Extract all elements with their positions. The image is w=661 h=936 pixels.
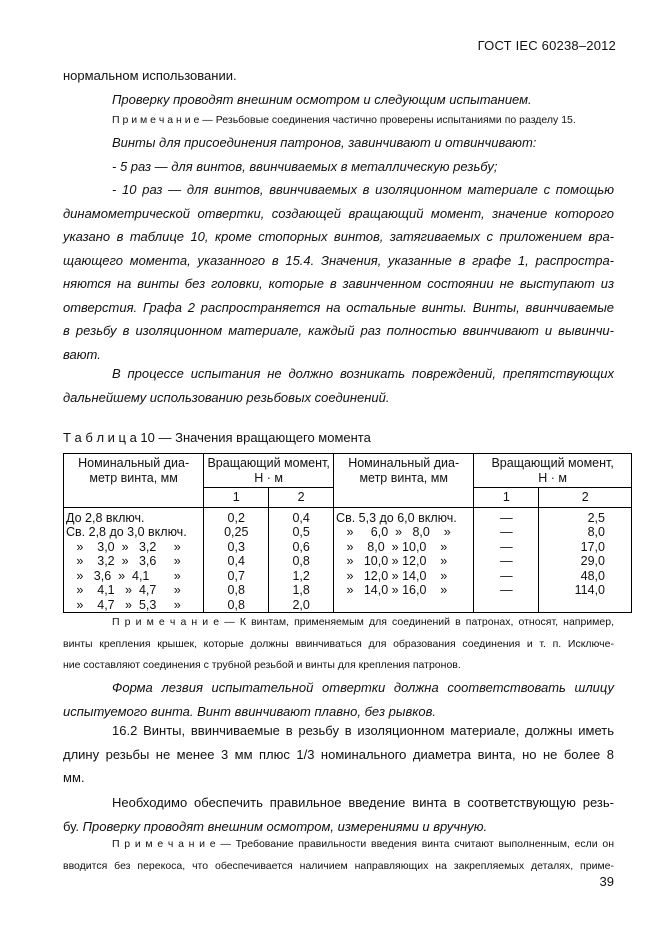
cell-torque-1-right: — (474, 507, 539, 525)
blade-line: Форма лезвия испытательной отвертки должна соответствовать шлицу (112, 680, 614, 695)
table-row (64, 598, 632, 613)
p162-line: мм. (63, 770, 85, 785)
paragraph-ensure (63, 791, 614, 838)
note-2-line (63, 612, 614, 634)
cell-torque-2-right: 2,5 (539, 507, 632, 525)
dash-2-line: вают. (63, 346, 101, 362)
note-1-text: — Резьбовые соединения частично проверены испытаниями по разделу 15. (199, 114, 576, 126)
cell-torque-2-right (539, 598, 632, 613)
cell-torque-2: 1,8 (269, 583, 334, 598)
ensure-plain: бу. (63, 818, 83, 834)
blade-line: испытуемого винта. Винт ввинчивают плавно, без рывков. (63, 703, 436, 719)
dash-2-line: указано в таблице 10, кроме стопорных винтов, затягиваемых с приложением вра- (63, 229, 614, 244)
cell-torque-2: 1,2 (269, 569, 334, 584)
note-1 (63, 110, 614, 132)
subcol-1: 1 (204, 488, 269, 508)
cell-torque-1: 0,2 (204, 507, 269, 525)
cell-torque-1-right: — (474, 583, 539, 598)
col-header-torque: Вращающий момент, Н · м (204, 454, 334, 488)
note-3-line (63, 834, 614, 856)
note-2-line: винты крепления крышек, которые должны ввинчиваться для образования соединения и т. п. Исключе- (63, 637, 614, 650)
note-2-text: — К винтам, применяемым для соединений в патронах, относят, например, (219, 616, 614, 628)
paragraph-screws: Винты для присоединения патронов, завинчивают и отвинчивают: (112, 135, 537, 150)
cell-torque-1: 0,8 (204, 598, 269, 613)
damage-line: дальнейшему использованию резьбовых соединений. (63, 389, 390, 405)
col-header-diameter-2: Номинальный диа- метр винта, мм (334, 454, 474, 508)
ensure-italic: Проверку проводят внешним осмотром, измерениями и вручную. (82, 818, 488, 834)
note-2-line: ние составляют соединения с трубной резьбой и винты для крепления патронов. (63, 659, 461, 671)
cell-torque-1-right: — (474, 540, 539, 555)
cell-torque-1-right (474, 598, 539, 613)
cell-diameter-right: » 14,0 » 16,0 » (334, 583, 474, 598)
cell-torque-1: 0,3 (204, 540, 269, 555)
paragraph-dash-1: - 5 раз — для винтов, ввинчиваемых в металлическую резьбу; (112, 159, 498, 174)
cell-torque-2: 0,6 (269, 540, 334, 555)
cell-torque-2: 0,4 (269, 507, 334, 525)
dash-2-line: - 10 раз — для винтов, ввинчиваемых в изоляционном материале с помощью (112, 182, 614, 197)
table-row (64, 525, 632, 540)
cell-diameter: До 2,8 включ. (64, 507, 204, 525)
p162-line: 16.2 Винты, ввинчиваемые в резьбу в изоляционном материале, должны иметь (112, 723, 614, 738)
cell-diameter-right: » 8,0 » 10,0 » (334, 540, 474, 555)
note-3 (63, 834, 614, 877)
subcol-1-right: 1 (474, 488, 539, 508)
cell-diameter-right: » 6,0 » 8,0 » (334, 525, 474, 540)
standard-header: ГОСТ IEC 60238–2012 (477, 38, 616, 53)
dash-2-line: няются на винты без головки, которые в завинченном состоянии не выступают из (63, 276, 614, 291)
p162-line: длину резьбы не менее 3 мм плюс 1/3 номинального диаметра винта, но не более 8 (63, 746, 614, 762)
table-row (64, 554, 632, 569)
note-3-line: вводится без перекоса, что обеспечивается наличием направляющих на закрепляемых деталях, приме- (63, 859, 614, 872)
cell-torque-2-right: 8,0 (539, 525, 632, 540)
cell-diameter-right: » 10,0 » 12,0 » (334, 554, 474, 569)
cell-torque-2: 0,5 (269, 525, 334, 540)
cell-diameter: » 3,6 » 4,1 » (64, 569, 204, 584)
cell-torque-2-right: 114,0 (539, 583, 632, 598)
cell-torque-2: 0,8 (269, 554, 334, 569)
cell-torque-1: 0,4 (204, 554, 269, 569)
cell-torque-2: 2,0 (269, 598, 334, 613)
cell-diameter: » 4,7 » 5,3 » (64, 598, 204, 613)
cell-torque-1-right: — (474, 554, 539, 569)
col-header-torque-2: Вращающий момент, Н · м (474, 454, 632, 488)
note-2 (63, 612, 614, 677)
note-1-label: П р и м е ч а н и е (112, 114, 200, 126)
cell-torque-2-right: 48,0 (539, 569, 632, 584)
cell-diameter: » 3,2 » 3,6 » (64, 554, 204, 569)
table-row (64, 507, 632, 525)
dash-2-line: щающего момента, указанного в 15.4. Значения, указанные в графе 1, распростра- (63, 252, 614, 268)
torque-table (63, 453, 632, 613)
damage-line: В процессе испытания не должно возникать повреждений, препятствующих (112, 366, 614, 381)
cell-diameter-right (334, 598, 474, 613)
col-header-diameter: Номинальный диа- метр винта, мм (64, 454, 204, 508)
table-caption: Т а б л и ц а 10 — Значения вращающего момента (63, 430, 371, 445)
cell-diameter: Св. 2,8 до 3,0 включ. (64, 525, 204, 540)
cell-diameter: » 3,0 » 3,2 » (64, 540, 204, 555)
dash-2-line: в резьбу в изоляционном материале, каждый раз полностью ввинчивают и вывинчи- (63, 323, 614, 338)
dash-2-line: динамометрической отвертки, создающей вращающий момент, значение которого (63, 205, 614, 221)
table-row (64, 540, 632, 555)
paragraph-continuation: нормальном использовании. (63, 68, 237, 83)
cell-diameter-right: Св. 5,3 до 6,0 включ. (334, 507, 474, 525)
paragraph-16-2 (63, 719, 614, 790)
subcol-2: 2 (269, 488, 334, 508)
note-2-label: П р и м е ч а н и е (112, 616, 220, 628)
cell-diameter-right: » 12,0 » 14,0 » (334, 569, 474, 584)
cell-torque-1: 0,8 (204, 583, 269, 598)
dash-2-line: отверстия. Графа 2 распространяется на остальные винты. Винты, ввинчиваемые (63, 299, 614, 315)
cell-torque-1-right: — (474, 569, 539, 584)
paragraph-blade (63, 676, 614, 723)
table-row (64, 569, 632, 584)
paragraph-check-method: Проверку проводят внешним осмотром и следующим испытанием. (112, 92, 532, 107)
page-number: 39 (599, 874, 614, 889)
cell-torque-1: 0,7 (204, 569, 269, 584)
cell-torque-2-right: 29,0 (539, 554, 632, 569)
cell-torque-1-right: — (474, 525, 539, 540)
note-3-label: П р и м е ч а н и е (112, 838, 216, 850)
paragraph-damage (63, 362, 614, 409)
subcol-2-right: 2 (539, 488, 632, 508)
table-row (64, 583, 632, 598)
cell-torque-1: 0,25 (204, 525, 269, 540)
cell-torque-2-right: 17,0 (539, 540, 632, 555)
paragraph-dash-2 (63, 178, 614, 366)
ensure-line: Необходимо обеспечить правильное введение винта в соответствующую резь- (112, 795, 614, 810)
note-3-text: — Требование правильности введения винта считают выполненным, если он (215, 838, 614, 850)
cell-diameter: » 4,1 » 4,7 » (64, 583, 204, 598)
